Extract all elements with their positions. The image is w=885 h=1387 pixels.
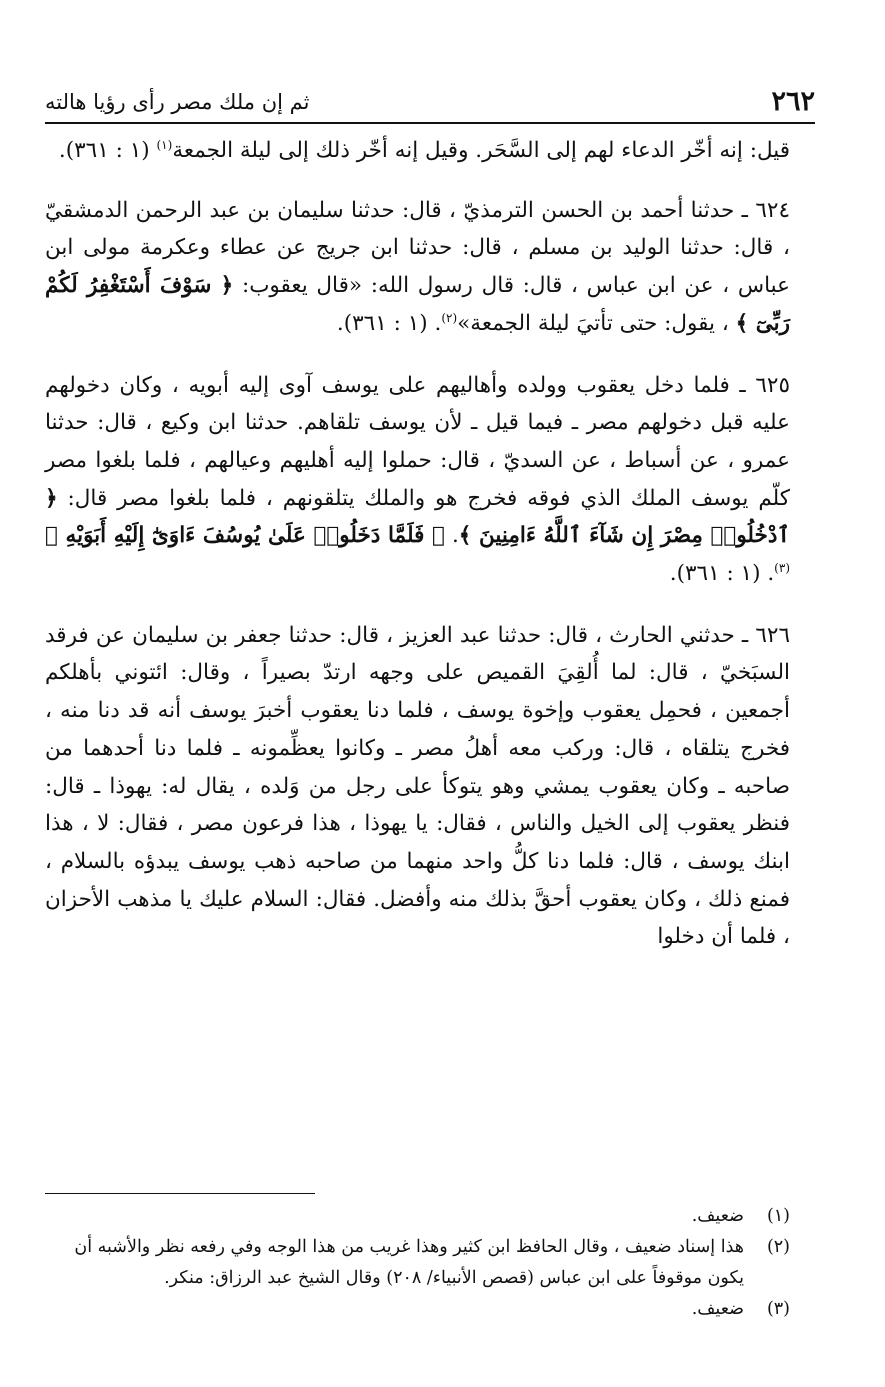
- footnote-3: [45, 1294, 790, 1325]
- footnote-marker: (٢): [766, 1237, 790, 1257]
- running-title: ثم إن ملك مصر رأى رؤيا هالته: [45, 90, 310, 114]
- quran-verse: ﴿ ٱدْخُلُوا۟ مِصْرَ إِن شَآءَ ٱللَّهُ ءَامِنِينَ ﴾: [45, 485, 791, 549]
- footnote-2: [45, 1232, 790, 1294]
- page-header: [45, 78, 815, 124]
- paragraph-text: .: [444, 523, 459, 549]
- quran-verse: ﴿ فَلَمَّا دَخَلُوا۟ عَلَىٰ يُوسُفَ ءَاوَىٰٓ إِلَيْهِ أَبَوَيْهِ ﴾: [45, 523, 445, 549]
- main-text: [45, 132, 790, 980]
- paragraph-text: ٦٢٥ ـ فلما دخل يعقوب وولده وأهاليهم على يوسف آوى إليه أبويه ، وكان دخولهم عليه قبل دخولهم مصر ـ فيما قيل ـ لأن يوسف تلقاهم. حدثنا ابن وكيع ، قال: حدثنا عمرو ، عن أسباط ، عن السديّ ، قال: حملوا إليه أهليهم وعيالهم ، فلما بلغوا مصر كلّم يوسف الملك الذي فوقه فخرج هو والملك يتلقونهم ، فلما بلغوا مصر قال:: [45, 372, 790, 511]
- footnote-ref-1: (١): [156, 137, 173, 152]
- footnote-ref-3: (٣): [774, 560, 790, 575]
- paragraph-text: ٦٢٦ ـ حدثني الحارث ، قال: حدثنا عبد العزيز ، قال: حدثنا جعفر بن سليمان عن فرقد السبَخيّ ، قال: لما أُلقِيَ القميص على وجهه ارتدّ بصيراً ، وقال: ائتوني بأهلكم أجمعين ، فحمِل يعقوب وإخوة يوسف ، فلما دنا يعقوب أخبرَ يوسف أنه قد دنا منه ، فخرج يتلقاه ، قال: وركب معه أهلُ مصر ـ وكانوا يعظِّمونه ـ فلما دنا أحدهما من صاحبه ـ وكان يعقوب يمشي وهو يتوكأ على رجل من وَلده ، يقال له: يهوذا ـ قال: فنظر يعقوب إلى الخيل والناس ، فقال: يا يهوذا ، هذا فرعون مصر ، فقال: لا ، هذا ابنك يوسف ، قال: فلما دنا كلُّ واحد منهما من صاحبه ذهب يوسف يبدؤه بالسلام ، فمنع ذلك ، وكان يعقوب أحقَّ بذلك منه وأفضل. فقال: السلام عليك يا مذهب الأحزان ، فلما أن دخلوا: [45, 622, 790, 950]
- paragraph-626: [45, 617, 790, 956]
- footnote-marker: (١): [766, 1206, 790, 1226]
- footnote-1: [45, 1201, 790, 1232]
- paragraph-text: ٦٢٤ ـ حدثنا أحمد بن الحسن الترمذيّ ، قال: حدثنا سليمان بن عبد الرحمن الدمشقيّ ، قال: حدثنا الوليد بن مسلم ، قال: حدثنا ابن جريج عن عطاء وعكرمة مولى ابن عباس ، عن ابن عباس ، قال: قال رسول الله: «قال يعقوب:: [45, 197, 790, 299]
- page-number: ٢٦٢: [771, 86, 815, 117]
- paragraph-625: [45, 367, 790, 593]
- citation: (١ : ٣٦١).: [58, 138, 157, 163]
- footnote-separator: [45, 1193, 315, 1194]
- paragraph-1: [45, 132, 790, 170]
- citation: . (١ : ٣٦١).: [336, 310, 442, 336]
- quran-verse: ﴿ سَوْفَ أَسْتَغْفِرُ لَكُمْ رَبِّىٓ ﴾: [45, 273, 790, 336]
- paragraph-text: ، يقول: حتى تأتيَ ليلة الجمعة»: [457, 310, 736, 336]
- paragraph-text: قيل: إنه أخّر الدعاء لهم إلى السَّحَر. وقيل إنه أخّر ذلك إلى ليلة الجمعة: [172, 138, 790, 163]
- citation: . (١ : ٣٦١).: [669, 561, 775, 587]
- footnote-text: هذا إسناد ضعيف ، وقال الحافظ ابن كثير وهذا غريب من هذا الوجه وفي رفعه نظر والأشبه أن يكون موقوفاً على ابن عباس (قصص الأنبياء/ ٢٠٨) وقال الشيخ عبد الرزاق: منكر.: [74, 1237, 744, 1288]
- footnote-marker: (٣): [766, 1299, 790, 1319]
- footnote-text: ضعيف.: [691, 1299, 744, 1319]
- paragraph-624: [45, 192, 790, 343]
- footnote-ref-2: (٢): [441, 310, 458, 325]
- footnotes: [45, 1201, 790, 1325]
- footnote-text: ضعيف.: [691, 1206, 744, 1226]
